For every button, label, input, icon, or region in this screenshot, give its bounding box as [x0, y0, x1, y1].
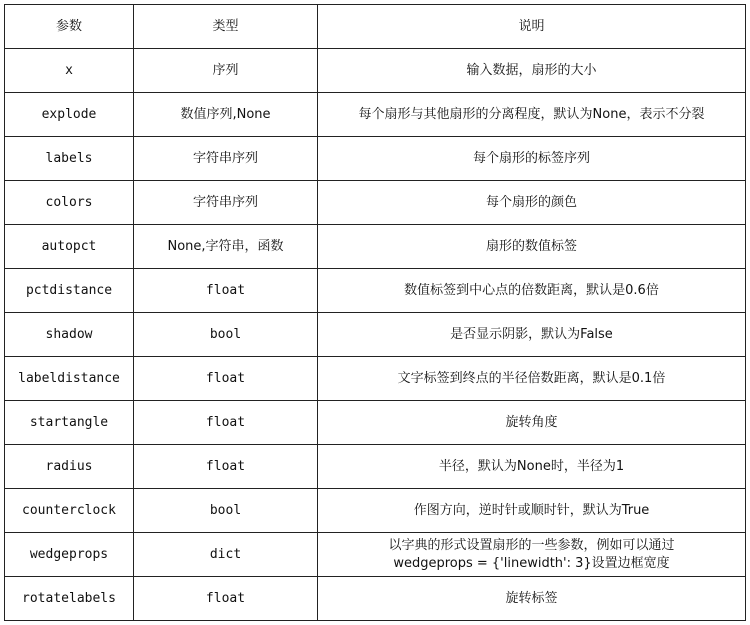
description-cell	[318, 533, 746, 577]
param-cell: radius	[5, 445, 134, 489]
description-cell: 文字标签到终点的半径倍数距离，默认是0.1倍	[318, 357, 746, 401]
param-cell: counterclock	[5, 489, 134, 533]
table-row	[5, 401, 746, 445]
table-row	[5, 533, 746, 577]
table-row	[5, 93, 746, 137]
param-cell: labels	[5, 137, 134, 181]
param-cell: pctdistance	[5, 269, 134, 313]
param-cell: explode	[5, 93, 134, 137]
description-cell: 旋转角度	[318, 401, 746, 445]
type-cell: bool	[134, 313, 318, 357]
type-cell: 字符串序列	[134, 137, 318, 181]
description-cell: 输入数据，扇形的大小	[318, 49, 746, 93]
type-cell: float	[134, 577, 318, 621]
type-cell: 序列	[134, 49, 318, 93]
type-cell: 字符串序列	[134, 181, 318, 225]
header-type: 类型	[134, 5, 318, 49]
param-cell: wedgeprops	[5, 533, 134, 577]
type-cell: float	[134, 357, 318, 401]
type-cell: float	[134, 401, 318, 445]
parameter-table	[4, 4, 746, 621]
header-param: 参数	[5, 5, 134, 49]
header-description: 说明	[318, 5, 746, 49]
param-cell: shadow	[5, 313, 134, 357]
param-cell: x	[5, 49, 134, 93]
table-row	[5, 489, 746, 533]
description-line-1: 以字典的形式设置扇形的一些参数，例如可以通过	[388, 537, 675, 553]
description-cell: 作图方向，逆时针或顺时针，默认为True	[318, 489, 746, 533]
description-cell: 扇形的数值标签	[318, 225, 746, 269]
table-row	[5, 357, 746, 401]
table-row	[5, 577, 746, 621]
table-row	[5, 269, 746, 313]
param-cell: colors	[5, 181, 134, 225]
param-cell: autopct	[5, 225, 134, 269]
type-cell: None,字符串，函数	[134, 225, 318, 269]
table-row	[5, 181, 746, 225]
description-cell: 数值标签到中心点的倍数距离，默认是0.6倍	[318, 269, 746, 313]
type-cell: dict	[134, 533, 318, 577]
description-cell: 每个扇形与其他扇形的分离程度，默认为None，表示不分裂	[318, 93, 746, 137]
param-cell: rotatelabels	[5, 577, 134, 621]
description-line-2: wedgeprops = {'linewidth': 3}设置边框宽度	[393, 555, 670, 571]
description-cell: 每个扇形的颜色	[318, 181, 746, 225]
param-cell: labeldistance	[5, 357, 134, 401]
table-row	[5, 313, 746, 357]
type-cell: float	[134, 445, 318, 489]
param-cell: startangle	[5, 401, 134, 445]
table-row	[5, 445, 746, 489]
table-row	[5, 49, 746, 93]
type-cell: float	[134, 269, 318, 313]
table-row	[5, 225, 746, 269]
description-cell: 每个扇形的标签序列	[318, 137, 746, 181]
table-row	[5, 137, 746, 181]
type-cell: bool	[134, 489, 318, 533]
description-cell: 旋转标签	[318, 577, 746, 621]
type-cell: 数值序列,None	[134, 93, 318, 137]
description-cell: 是否显示阴影，默认为False	[318, 313, 746, 357]
description-cell: 半径，默认为None时，半径为1	[318, 445, 746, 489]
table-header-row	[5, 5, 746, 49]
